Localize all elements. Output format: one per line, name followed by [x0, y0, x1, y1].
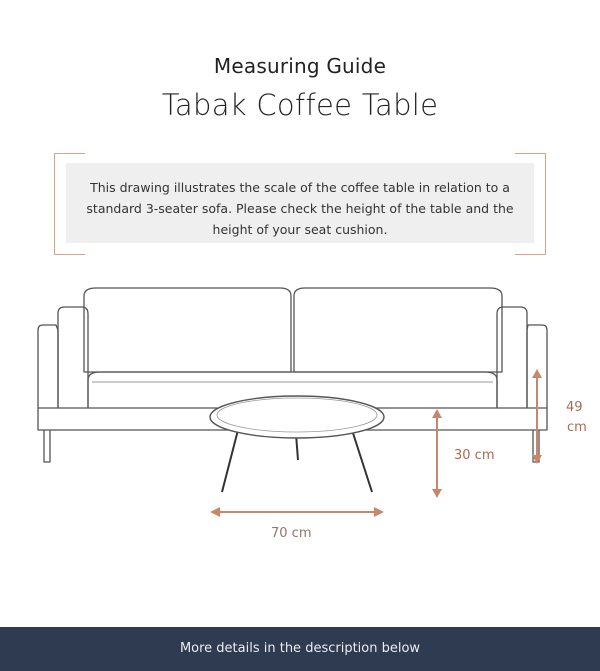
footer-bar — [0, 627, 600, 671]
note-box — [66, 163, 534, 243]
guide-subtitle: Measuring Guide — [213, 54, 387, 78]
table-leg-right — [352, 430, 372, 492]
sofa-left-back-cushion — [84, 288, 291, 372]
table-width-label: 70 cm — [271, 526, 312, 541]
coffee-table — [210, 396, 384, 492]
table-height-label: 30 cm — [454, 448, 495, 463]
sofa-table-drawing — [0, 270, 600, 530]
note-text: This drawing illustrates the scale of the coffee table in relation to a standard 3-seater sofa. Please check the height of the table and the height of your seat cushion. — [86, 180, 514, 237]
table-height-arrow — [432, 409, 442, 498]
sofa-right-back-cushion — [294, 288, 502, 372]
sofa-leg-left — [44, 430, 50, 462]
sofa-left-arm — [38, 325, 58, 408]
sofa-height-unit: cm — [567, 420, 587, 435]
table-leg-left — [222, 430, 238, 492]
footer-text: More details in the description below — [179, 641, 421, 656]
sofa-height-value: 49 — [566, 400, 583, 415]
table-width-arrow — [210, 507, 384, 517]
product-title: Tabak Coffee Table — [161, 88, 439, 122]
